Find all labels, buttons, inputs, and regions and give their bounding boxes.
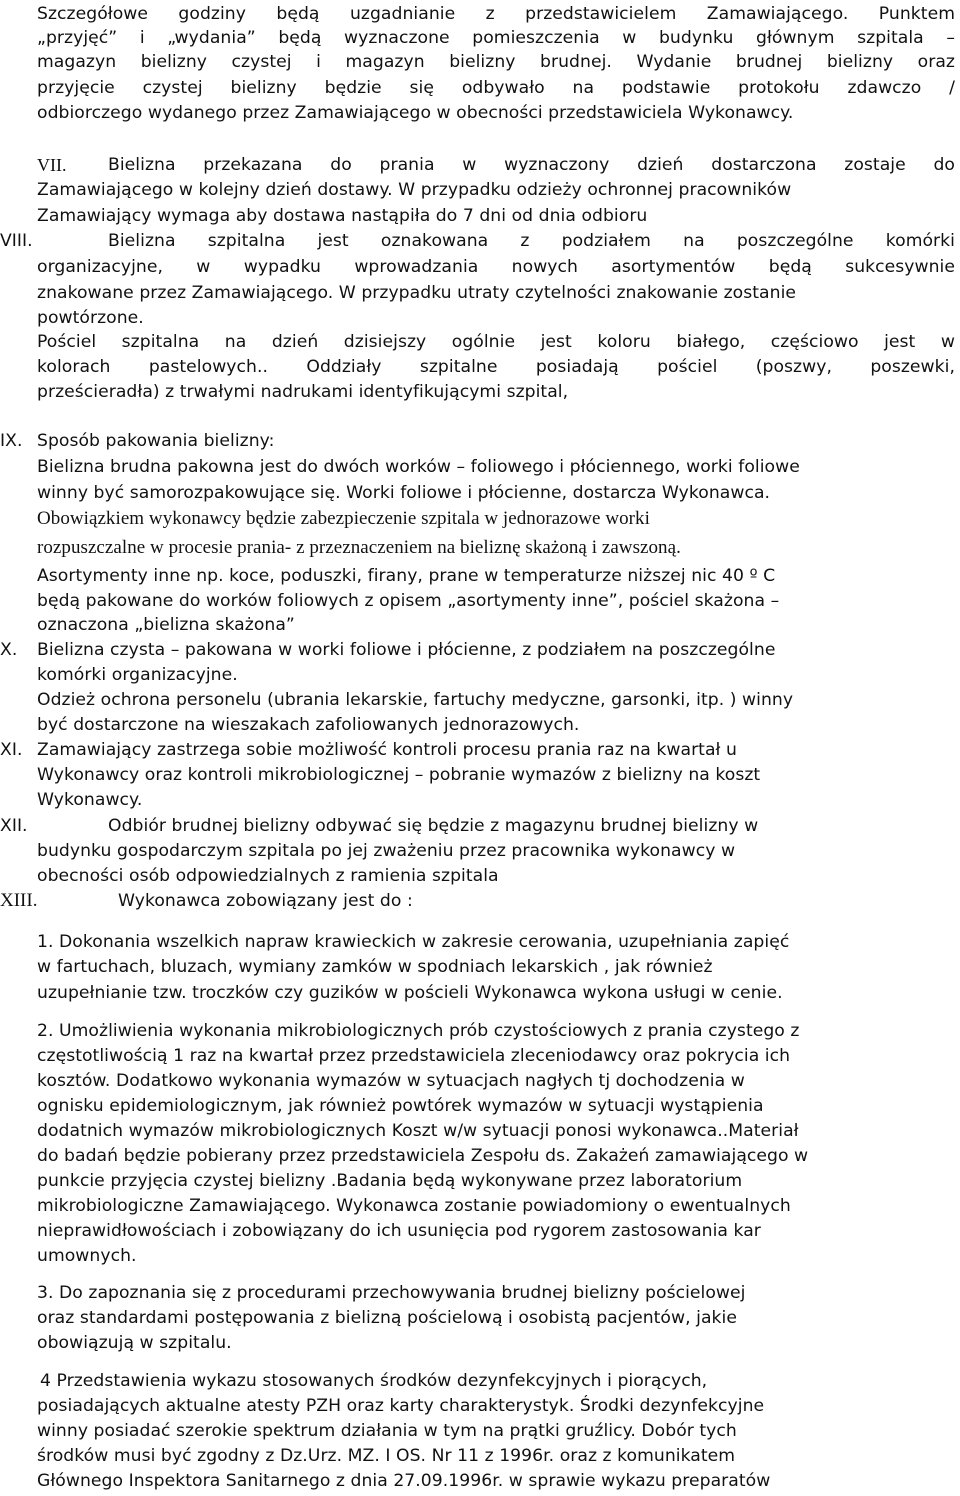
text-line: kolorach pastelowych.. Oddziały szpitalne posiadają pościel (poszwy, poszewki,	[37, 357, 955, 377]
text-line: oraz standardami postępowania z bielizną pościelową i osobistą pacjentów, jakie	[37, 1308, 737, 1328]
text-line: mikrobiologiczne Zamawiającego. Wykonawca zostanie powiadomiony o ewentualnych	[37, 1196, 791, 1216]
section-number: VII.	[37, 155, 67, 175]
text-line: 3. Do zapoznania się z procedurami przechowywania brudnej bielizny pościelowej	[37, 1283, 746, 1303]
text-line: prześcieradła) z trwałymi nadrukami identyfikującymi szpital,	[37, 382, 569, 402]
text-line: oznaczona „bielizna skażona”	[37, 615, 295, 635]
text-line: winny posiadać szerokie spektrum działania w tym na prątki gruźlicy. Dobór tych	[37, 1421, 737, 1441]
text-line: w fartuchach, bluzach, wymiany zamków w spodniach lekarskich , jak również	[37, 957, 713, 977]
text-line: Wykonawcy.	[37, 790, 143, 810]
text-line: winny być samorozpakowujące się. Worki foliowe i płócienne, dostarcza Wykonawca.	[37, 483, 771, 503]
text-line: 4 Przedstawienia wykazu stosowanych środków dezynfekcyjnych i piorących,	[40, 1371, 708, 1391]
text-line: Zamawiający wymaga aby dostawa nastąpiła do 7 dni od dnia odbioru	[37, 206, 648, 226]
text-line: Sposób pakowania bielizny:	[37, 431, 275, 451]
text-line: „przyjęć” i „wydania” będą wyznaczone pomieszczenia w budynku głównym szpitala –	[37, 28, 955, 48]
text-line: Bielizna brudna pakowna jest do dwóch worków – foliowego i płóciennego, worki foliowe	[37, 457, 800, 477]
text-line: Wykonawca zobowiązany jest do :	[118, 891, 413, 911]
section-number: XIII.	[0, 890, 38, 911]
text-line: budynku gospodarczym szpitala po jej zważeniu przez pracownika wykonawcy w	[37, 841, 736, 861]
text-line: Odbiór brudnej bielizny odbywać się będzie z magazynu brudnej bielizny w	[108, 816, 759, 836]
text-line: środków musi być zgodny z Dz.Urz. MZ. I OS. Nr 11 z 1996r. oraz z komunikatem	[37, 1446, 736, 1466]
text-line: 2. Umożliwienia wykonania mikrobiologicznych prób czystościowych z prania czystego z	[37, 1021, 800, 1041]
text-line: Wykonawcy oraz kontroli mikrobiologicznej – pobranie wymazów z bielizny na koszt	[37, 765, 761, 785]
text-line: odbiorczego wydanego przez Zamawiającego w obecności przedstawiciela Wykonawcy.	[37, 103, 794, 123]
text-line: ognisku epidemiologicznym, jak również powtórek wymazów w sytuacji wystąpienia	[37, 1096, 764, 1116]
text-line: Asortymenty inne np. koce, poduszki, firany, prane w temperaturze niższej nic 40 º C	[37, 566, 776, 586]
section-number: VIII.	[0, 231, 33, 251]
text-line: powtórzone.	[37, 308, 144, 328]
text-line: Zamawiającego w kolejny dzień dostawy. W przypadku odzieży ochronnej pracowników	[37, 180, 792, 200]
text-line: do badań będzie pobierany przez przedstawiciela Zespołu ds. Zakażeń zamawiającego w	[37, 1146, 809, 1166]
section-number: XI.	[0, 740, 23, 760]
section-number: X.	[0, 640, 18, 660]
text-line: obecności osób odpowiedzialnych z ramienia szpitala	[37, 866, 499, 886]
text-line: przyjęcie czystej bielizny będzie się odbywało na podstawie protokołu zdawczo /	[37, 78, 955, 98]
text-line: kosztów. Dodatkowo wykonania wymazów w sytuacjach nagłych tj dochodzenia w	[37, 1071, 745, 1091]
text-line: nieprawidłowościach i zobowiązany do ich usunięcia pod rygorem zastosowania kar	[37, 1221, 761, 1241]
text-line: Bielizna przekazana do prania w wyznaczony dzień dostarczona zostaje do	[108, 155, 955, 175]
text-line: magazyn bielizny czystej i magazyn bielizny brudnej. Wydanie brudnej bielizny oraz	[37, 52, 955, 72]
text-line: Pościel szpitalna na dzień dzisiejszy ogólnie jest koloru białego, częściowo jest w	[37, 332, 955, 352]
text-line: 1. Dokonania wszelkich napraw krawieckich w zakresie cerowania, uzupełniania zapięć	[37, 932, 790, 952]
text-line: Odzież ochrona personelu (ubrania lekarskie, fartuchy medyczne, garsonki, itp. ) winny	[37, 690, 794, 710]
text-line: komórki organizacyjne.	[37, 665, 238, 685]
section-number: IX.	[0, 431, 23, 451]
text-line: dodatnich wymazów mikrobiologicznych Koszt w/w sytuacji ponosi wykonawca..Materiał	[37, 1121, 799, 1141]
text-line: umownych.	[37, 1246, 137, 1266]
text-line: znakowane przez Zamawiającego. W przypadku utraty czytelności znakowanie zostanie	[37, 283, 797, 303]
text-line: częstotliwością 1 raz na kwartał przez przedstawiciela zleceniodawcy oraz pokrycia ich	[37, 1046, 791, 1066]
text-line: Szczegółowe godziny będą uzgadnianie z przedstawicielem Zamawiającego. Punktem	[37, 4, 955, 24]
text-line: punkcie przyjęcia czystej bielizny .Badania będą wykonywane przez laboratorium	[37, 1171, 743, 1191]
text-line: posiadających aktualne atesty PZH oraz karty charakterystyk. Środki dezynfekcyjne	[37, 1396, 765, 1416]
text-line: organizacyjne, w wypadku wprowadzania nowych asortymentów będą sukcesywnie	[37, 257, 955, 277]
text-line: będą pakowane do worków foliowych z opisem „asortymenty inne”, pościel skażona –	[37, 591, 780, 611]
text-line: Głównego Inspektora Sanitarnego z dnia 27.09.1996r. w sprawie wykazu preparatów	[37, 1471, 771, 1491]
text-line: rozpuszczalne w procesie prania- z przeznaczeniem na bieliznę skażoną i zawszoną.	[37, 537, 681, 558]
text-line: obowiązują w szpitalu.	[37, 1333, 232, 1353]
text-line: Zamawiający zastrzega sobie możliwość kontroli procesu prania raz na kwartał u	[37, 740, 737, 760]
text-line: Obowiązkiem wykonawcy będzie zabezpieczenie szpitala w jednorazowe worki	[37, 508, 650, 529]
text-line: Bielizna czysta – pakowana w worki foliowe i płócienne, z podziałem na poszczególne	[37, 640, 776, 660]
text-line: uzupełnianie tzw. troczków czy guzików w pościeli Wykonawca wykona usługi w cenie.	[37, 983, 783, 1003]
text-line: Bielizna szpitalna jest oznakowana z podziałem na poszczególne komórki	[108, 231, 955, 251]
section-number: XII.	[0, 816, 28, 836]
text-line: być dostarczone na wieszakach zafoliowanych jednorazowych.	[37, 715, 580, 735]
